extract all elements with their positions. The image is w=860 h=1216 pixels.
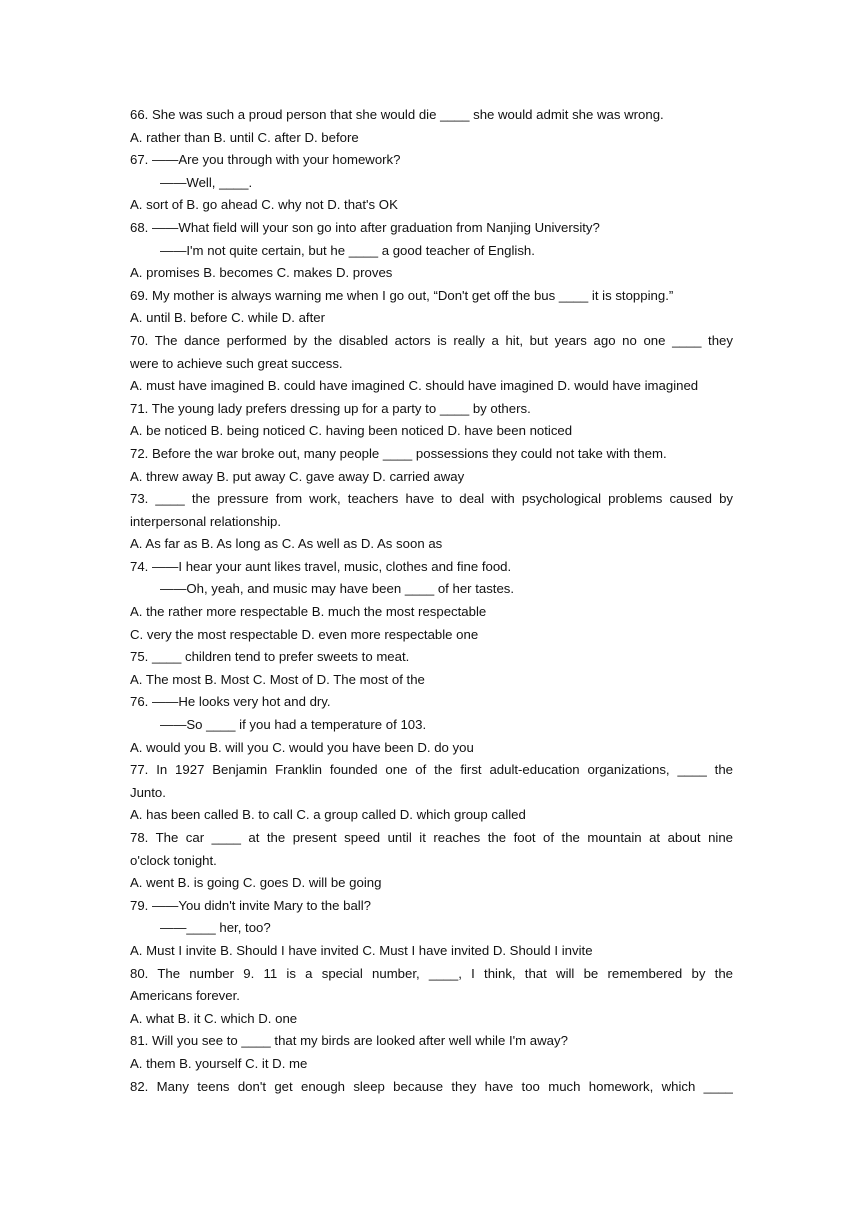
text-line: A. rather than B. until C. after D. before [130,129,359,145]
text-line: A. would you B. will you C. would you have been D. do you [130,739,474,755]
text-line: C. very the most respectable D. even more respectable one [130,626,479,642]
text-line: A. must have imagined B. could have imagined C. should have imagined D. would have imagined [130,378,699,394]
text-line: ——____ her, too? [160,920,271,936]
text-line: A. sort of B. go ahead C. why not D. that's OK [130,197,398,213]
text-line: ——So ____ if you had a temperature of 103. [160,717,427,733]
text-line: 81. Will you see to ____ that my birds are looked after well while I'm away? [130,1033,568,1049]
text-line: A. has been called B. to call C. a group called D. which group called [130,807,526,823]
text-line: 72. Before the war broke out, many people ____ possessions they could not take with them. [130,445,667,461]
text-line: A. As far as B. As long as C. As well as D. As soon as [130,536,443,552]
text-line: 74. ——I hear your aunt likes travel, music, clothes and fine food. [130,558,512,574]
text-line: 68. ——What field will your son go into after graduation from Nanjing University? [130,219,600,235]
text-line: A. went B. is going C. goes D. will be going [130,875,382,891]
text-line: 69. My mother is always warning me when I go out, “Don't get off the bus ____ it is stopping.” [130,287,674,303]
text-line: 76. ——He looks very hot and dry. [130,694,331,710]
text-line: 77. In 1927 Benjamin Franklin founded one of the first adult-education organizations, ____ the [130,762,733,778]
question-list [130,104,733,1098]
text-line: ——I'm not quite certain, but he ____ a good teacher of English. [160,242,535,258]
text-line: A. the rather more respectable B. much the most respectable [130,604,487,620]
text-line: 80. The number 9. 11 is a special number, ____, I think, that will be remembered by the [130,965,733,981]
text-line: A. be noticed B. being noticed C. having been noticed D. have been noticed [130,423,573,439]
text-line: were to achieve such great success. [130,355,343,371]
text-line: o'clock tonight. [130,852,217,868]
text-line: Americans forever. [130,988,240,1004]
text-line: ——Well, ____. [160,174,253,190]
text-line: 71. The young lady prefers dressing up for a party to ____ by others. [130,400,531,416]
text-line: ——Oh, yeah, and music may have been ____ of her tastes. [160,581,515,597]
text-line: A. Must I invite B. Should I have invited C. Must I have invited D. Should I invite [130,942,593,958]
text-line: A. until B. before C. while D. after [130,310,325,326]
text-line: A. them B. yourself C. it D. me [130,1055,308,1071]
text-line: 79. ——You didn't invite Mary to the ball? [130,897,372,913]
text-line: A. promises B. becomes C. makes D. proves [130,265,393,281]
text-line: Junto. [130,784,166,800]
text-line: interpersonal relationship. [130,513,282,529]
text-line: A. threw away B. put away C. gave away D. carried away [130,468,465,484]
text-line: 70. The dance performed by the disabled actors is really a hit, but years ago no one ____ they [130,332,733,348]
text-line: 82. Many teens don't get enough sleep because they have too much homework, which ____ [130,1078,733,1094]
text-line: 75. ____ children tend to prefer sweets to meat. [130,649,410,665]
text-line: 66. She was such a proud person that she would die ____ she would admit she was wrong. [130,107,664,122]
text-line: A. The most B. Most C. Most of D. The most of the [130,671,425,687]
text-line: 73. ____ the pressure from work, teachers have to deal with psychological problems caused by [130,491,733,507]
text-line: A. what B. it C. which D. one [130,1010,298,1026]
text-line: 78. The car ____ at the present speed until it reaches the foot of the mountain at about nine [130,830,733,845]
text-line: 67. ——Are you through with your homework? [130,152,401,168]
